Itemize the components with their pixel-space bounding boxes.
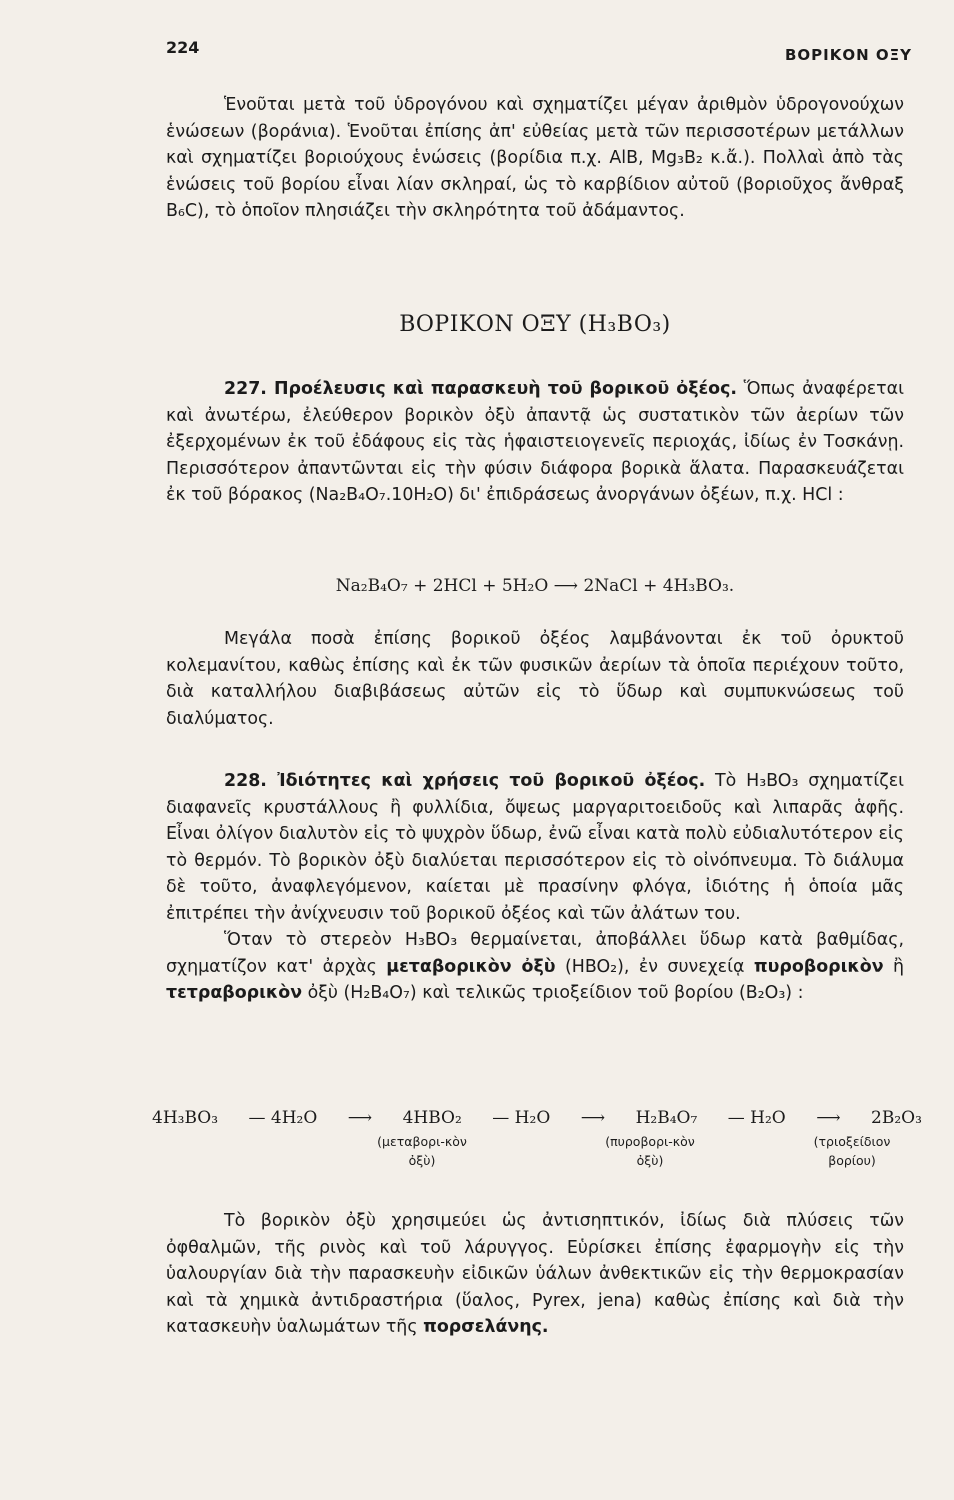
s228-heading: 228. Ἰδιότητες καὶ χρήσεις τοῦ βορικοῦ ὀξέος. — [224, 771, 706, 791]
term-porcelain: πορσελάνης. — [423, 1317, 549, 1337]
term-metaboric: μεταβορικὸν ὀξὺ — [386, 956, 556, 977]
section-227-cont — [166, 626, 904, 732]
page-number: 224 — [166, 38, 200, 57]
eq-term: — H₂O — [492, 1108, 551, 1128]
s228-text: Τὸ H₃BO₃ σχηματίζει διαφανεῖς κρυστάλλους ἢ φυλλίδια, ὄψεως μαργαριτοειδοῦς καὶ λιπαρᾶς ἁφῆς. Εἶναι ὀλίγον διαλυτὸν εἰς τὸ ψυχρὸν ὕδωρ, ἐνῶ εἶναι κατὰ πολὺ εὐδιαλυτότερον εἰς τὸ θερμόν. Τὸ βορικὸν ὀξὺ διαλύεται περισσότερον εἰς τὸ οἰνόπνευμα. Τὸ διάλυμα δὲ τοῦτο, ἀναφλεγόμενον, καίεται μὲ πρασίνην φλόγα, ἰδιότης ἡ ὁποία μᾶς ἐπιτρέπει τὴν ἀνίχνευσιν τοῦ βορικοῦ ὀξέος καὶ τῶν ἀλάτων του. — [166, 771, 904, 924]
s228-paragraph-2 — [166, 927, 904, 1007]
arrow-icon: ⟶ — [816, 1108, 841, 1128]
annotation-trioxide: (τριοξείδιον βορίου) — [813, 1134, 891, 1168]
s228-p2-c: (HBO₂), ἐν συνεχείᾳ — [564, 956, 745, 977]
eq-term: 2B₂O₃ — [871, 1108, 922, 1128]
arrow-icon: ⟶ — [347, 1108, 373, 1128]
equation-dehydration — [152, 1108, 922, 1192]
s228-p2-d: ἢ — [893, 956, 905, 977]
running-title: ΒΟΡΙΚΟΝ ΟΞΥ — [784, 46, 912, 64]
section-227 — [166, 376, 904, 509]
annotation-metaboric: (μεταβορι-κὸν ὀξὺ) — [377, 1134, 467, 1168]
term-tetraboric: τετραβορικὸν — [166, 983, 303, 1003]
s227-heading: 227. Προέλευσις καὶ παρασκευὴ τοῦ βορικοῦ ὀξέος. — [224, 379, 738, 399]
s228-paragraph — [166, 768, 904, 927]
annotation-pyroboric: (πυροβορι-κὸν ὀξὺ) — [605, 1134, 695, 1168]
s228-p3-a: Τὸ βορικὸν ὀξὺ χρησιμεύει ὡς ἀντισηπτικόν, ἰδίως διὰ πλύσεις τῶν ὀφθαλμῶν, τῆς ρινὸς καὶ τοῦ λάρυγγος. Εὑρίσκει ἐπίσης ἐφαρμογὴν εἰς τὴν ὑαλουργίαν διὰ τὴν παρασκευὴν εἰδικῶν ὑάλων ἀνθεκτικῶν εἰς τὴν θερμοκρασίαν καὶ τὰ χημικὰ ἀντιδραστήρια (ὕαλος, Pyrex, jena) καθὼς ἐπίσης καὶ διὰ τὴν κατασκευὴν ὑαλωμάτων τῆς — [166, 1211, 904, 1337]
section-title: ΒΟΡΙΚΟΝ ΟΞΥ (H₃BO₃) — [399, 312, 671, 337]
s228-paragraph-3 — [166, 1208, 904, 1341]
arrow-icon: ⟶ — [580, 1108, 606, 1128]
eq-term: — 4H₂O — [248, 1108, 318, 1128]
intro-block — [166, 92, 904, 225]
section-228-uses — [166, 1208, 904, 1341]
equation-row — [152, 1108, 922, 1128]
eq-term: 4H₃BO₃ — [152, 1108, 219, 1128]
eq-term: H₂B₄O₇ — [635, 1108, 698, 1128]
equation-annotations — [152, 1132, 922, 1192]
s227-paragraph-2: Μεγάλα ποσὰ ἐπίσης βορικοῦ ὀξέος λαμβάνονται ἐκ τοῦ ὀρυκτοῦ κολεμανίτου, καθὼς ἐπίσης καὶ ἐκ τῶν φυσικῶν ἀερίων τὰ ὁποῖα περιέχουν τοῦτο, διὰ καταλλήλου διαβιβάσεως αὐτῶν εἰς τὸ ὕδωρ καὶ συμπυκνώσεως τοῦ διαλύματος. — [166, 629, 904, 729]
s228-p2-a: Ὅταν τὸ στερεὸν H₃BO₃ θερμαίνεται, ἀποβάλλει ὕδωρ κατὰ βαθμίδας, σχηματίζον κατ' ἀρχὰς — [166, 930, 904, 977]
term-pyroboric: πυροβορικὸν — [753, 956, 884, 977]
s227-text: Ὅπως ἀναφέρεται καὶ ἀνωτέρω, ἐλεύθερον βορικὸν ὀξὺ ἀπαντᾷ ὡς συστατικὸν τῶν ἀερίων τῶν ἐξερχομένων ἐκ τοῦ ἐδάφους εἰς τὰς ἡφαιστειογενεῖς περιοχάς, ἰδίως ἐν Τοσκάνῃ. Περισσότερον ἀπαντῶνται εἰς τὴν φύσιν διάφορα βορικὰ ἅλατα. Παρασκευάζεται ἐκ τοῦ βόρακος (Na₂B₄O₇.10H₂O) δι' ἐπιδράσεως ἀνοργάνων ὀξέων, π.χ. HCl : — [166, 379, 904, 505]
intro-paragraph: Ἑνοῦται μετὰ τοῦ ὑδρογόνου καὶ σχηματίζει μέγαν ἀριθμὸν ὑδρογονούχων ἑνώσεων (βοράνια). Ἑνοῦται ἐπίσης ἀπ' εὐθείας μετὰ τῶν περισσοτέρων μετάλλων καὶ σχηματίζει βοριούχους ἑνώσεις (βορίδια π.χ. AlB, Mg₃B₂ κ.ἄ.). Πολλαὶ ἀπὸ τὰς ἑνώσεις τοῦ βορίου εἶναι λίαν σκληραί, ὡς τὸ καρβίδιον αὐτοῦ (βοριοῦχος ἄνθραξ B₆C), τὸ ὁποῖον πλησιάζει τὴν σκληρότητα τοῦ ἀδάμαντος. — [166, 95, 904, 221]
eq-term: — H₂O — [727, 1108, 786, 1128]
s227-paragraph — [166, 376, 904, 509]
equation-borax: Na₂B₄O₇ + 2HCl + 5H₂O ⟶ 2NaCl + 4H₃BO₃. — [335, 576, 735, 596]
s228-p2-e: ὀξὺ (H₂B₄O₇) καὶ τελικῶς τριοξείδιον τοῦ βορίου (B₂O₃) : — [307, 983, 804, 1003]
section-228 — [166, 768, 904, 1007]
eq-term: 4HBO₂ — [402, 1108, 462, 1128]
